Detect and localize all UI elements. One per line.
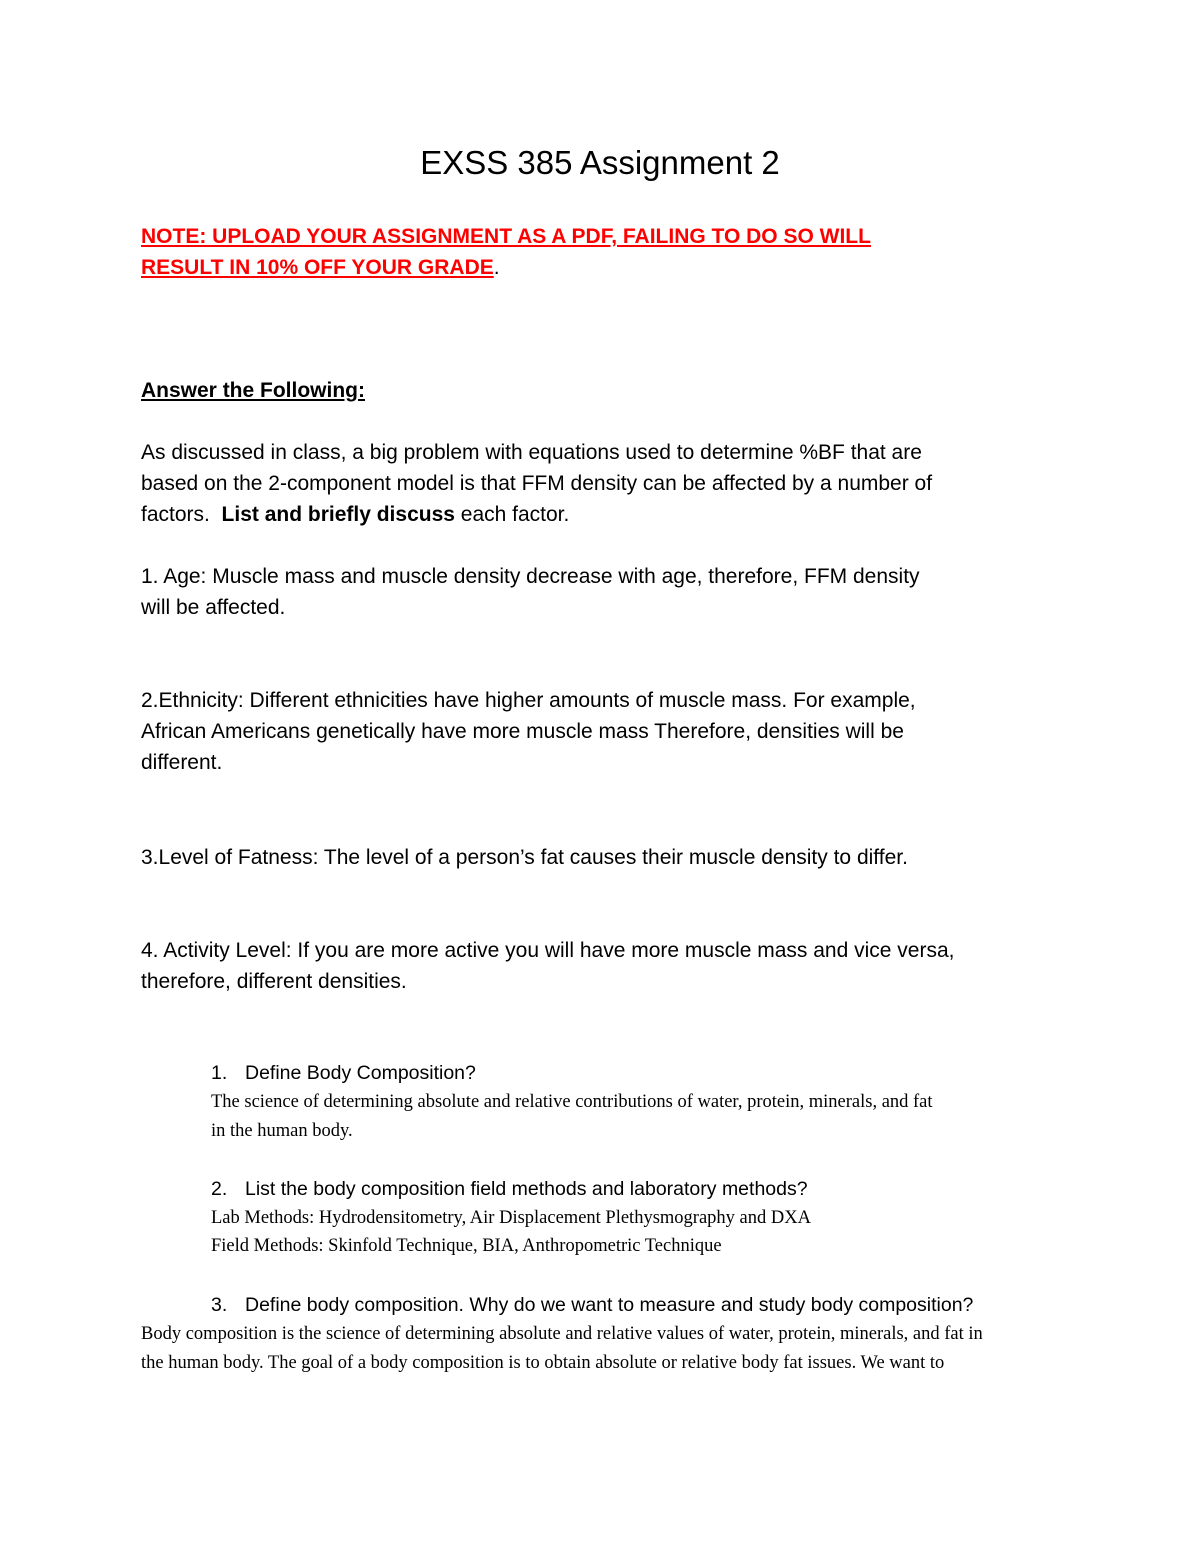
intro-line-3-prefix: factors.: [141, 503, 222, 526]
upload-note-line-2-wrapper: [141, 252, 500, 283]
intro-line-3: [141, 499, 569, 530]
intro-line-3-bold: List and briefly discuss: [221, 503, 455, 526]
answer-3-line-2: the human body. The goal of a body composition is to obtain absolute or relative body fat issues. We want to: [141, 1353, 945, 1373]
factor-fatness-line-1: 3.Level of Fatness: The level of a person’s fat causes their muscle density to differ.: [141, 846, 908, 869]
intro-line-3-suffix: each factor.: [454, 503, 570, 526]
upload-note-line-2: RESULT IN 10% OFF YOUR GRADE: [141, 256, 494, 279]
question-2-number: 2.: [211, 1178, 228, 1200]
intro-line-2: based on the 2-component model is that FFM density can be affected by a number of: [141, 472, 933, 495]
factor-age-line-2: will be affected.: [141, 596, 286, 619]
answer-2-line-2: Field Methods: Skinfold Technique, BIA, Anthropometric Technique: [211, 1236, 722, 1256]
upload-note-period: .: [493, 256, 500, 279]
question-2-text: List the body composition field methods and laboratory methods?: [245, 1178, 808, 1200]
document-title: EXSS 385 Assignment 2: [420, 144, 780, 181]
question-1-text: Define Body Composition?: [245, 1062, 476, 1084]
factor-age-line-1: 1. Age: Muscle mass and muscle density decrease with age, therefore, FFM density: [141, 565, 920, 588]
answer-1-line-1: The science of determining absolute and relative contributions of water, protein, minerals, and fat: [211, 1092, 933, 1112]
factor-activity-line-2: therefore, different densities.: [141, 970, 407, 993]
intro-line-1: As discussed in class, a big problem with equations used to determine %BF that are: [141, 441, 922, 464]
factor-ethnicity-line-3: different.: [141, 751, 223, 774]
answer-1-line-2: in the human body.: [211, 1121, 353, 1141]
factor-ethnicity-line-2: African Americans genetically have more muscle mass Therefore, densities will be: [141, 720, 904, 743]
answer-3-line-1: Body composition is the science of determining absolute and relative values of water, protein, minerals, and fat in: [141, 1324, 983, 1344]
answer-2-line-1: Lab Methods: Hydrodensitometry, Air Displacement Plethysmography and DXA: [211, 1208, 811, 1228]
factor-activity-line-1: 4. Activity Level: If you are more active you will have more muscle mass and vice versa,: [141, 939, 955, 962]
factor-ethnicity-line-1: 2.Ethnicity: Different ethnicities have higher amounts of muscle mass. For example,: [141, 689, 916, 712]
upload-note-line-1: NOTE: UPLOAD YOUR ASSIGNMENT AS A PDF, FAILING TO DO SO WILL: [141, 225, 871, 248]
question-1-number: 1.: [211, 1062, 228, 1084]
section-heading: Answer the Following:: [141, 379, 365, 402]
question-3-number: 3.: [211, 1294, 228, 1316]
question-3-text: Define body composition. Why do we want to measure and study body composition?: [245, 1294, 974, 1316]
